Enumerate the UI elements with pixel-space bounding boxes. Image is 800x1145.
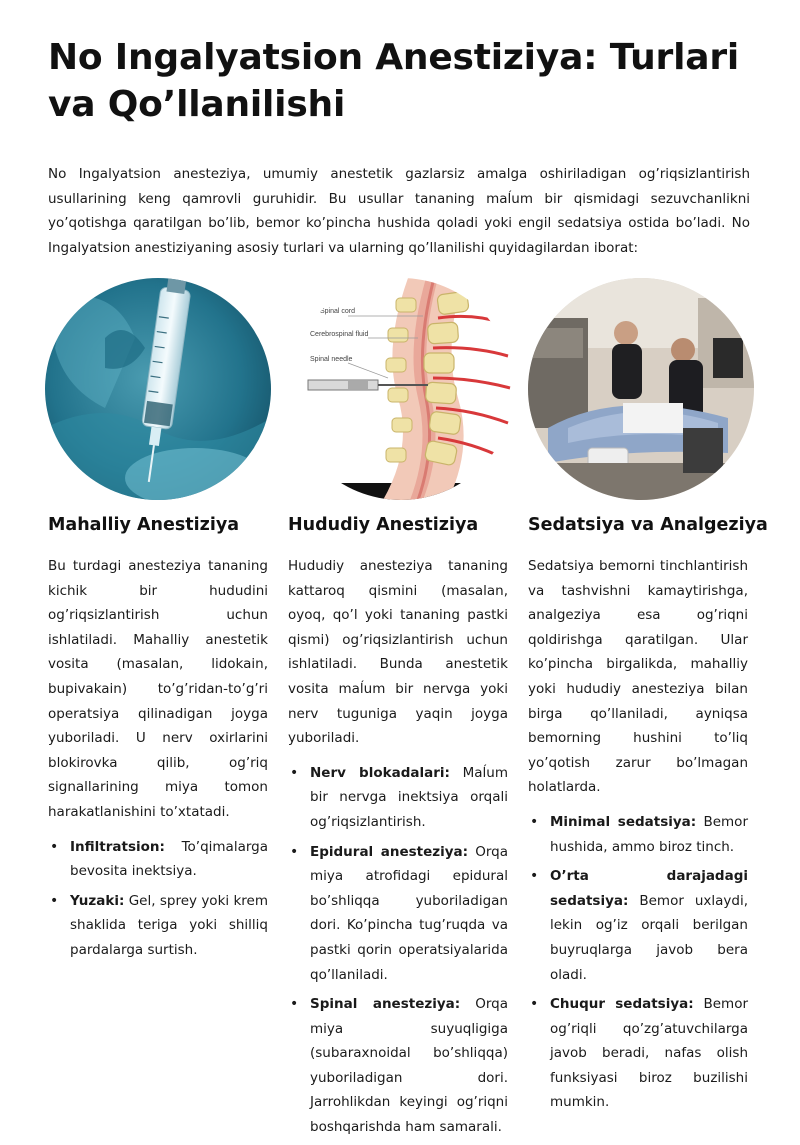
operating-room-photo — [528, 278, 754, 500]
section-regional-anesthesia — [288, 512, 508, 1145]
bullet-dot-icon: • — [290, 764, 299, 781]
bullet-list — [288, 761, 508, 1140]
list-item-text: Orqa miya suyuqligiga (subaraxnoidal bo’shliqqa) yuboriladigan dori. Jarrohlikdan keyingi og’riqni boshqarishda ham samarali. — [310, 996, 508, 1136]
spine-diagram — [288, 278, 514, 500]
list-item — [528, 992, 748, 1115]
syringe-illustration — [45, 278, 271, 500]
intro-paragraph: No Ingalyatsion anesteziya, umumiy anestetik gazlarsiz amalga oshiriladigan og’riqsizlantirish usullarining keng qamrovli guruhidir. Bu usullar tananing maĺum bir qismidagi sezuvchanlikni yo’qotishga qaratilgan bo’lib, bemor ko’pincha hushida qoladi yoki engil sedatsiya ostida bo’ladi. No Ingalyatsion anestiziyaning asosiy turlari va ularning qo’llanilishi quyidagilardan iborat: — [48, 166, 750, 256]
bullet-dot-icon: • — [50, 892, 59, 909]
list-item — [288, 992, 508, 1140]
list-item-label: Chuqur sedatsiya: — [550, 996, 694, 1013]
bullet-dot-icon: • — [290, 996, 299, 1013]
section-heading: Hududiy Anestiziya — [288, 515, 479, 535]
list-item-text: Bemor hushida, ammo biroz tinch. — [550, 813, 748, 855]
spine-label-cord: Spinal cord — [320, 308, 356, 315]
bullet-dot-icon: • — [530, 996, 539, 1013]
list-item — [48, 889, 268, 963]
list-item-text: To’qimalarga bevosita inektsiya. — [70, 838, 268, 880]
procedure-room-illustration — [528, 278, 754, 500]
section-body: Bu turdagi anesteziya tananing kichik bir hududini og’riqsizlantirish uchun ishlatiladi. Mahalliy anestetik vosita (masalan, lidokain, bupivakain) to’g’ridan-to’g’ri operatsiya qilinadigan joyga yuboriladi. U nerv oxirlarini blokirovka qilib, og’riq signallarining miya tomon harakatlanishini to’xtatadi. — [48, 558, 268, 820]
list-item-text: Orqa miya atrofidagi epidural bo’shliqqa yuboriladigan dori. Ko’pincha tug’ruqda va pastki qorin operatsiyalarida qo’llaniladi. — [310, 843, 508, 983]
bullet-list — [48, 835, 268, 963]
list-item-text: Bemor og’riqli qo’zg’atuvchilarga javob beradi, nafas olish funksiyasi biroz buzilishi mumkin. — [550, 996, 748, 1111]
list-item-label: O’rta darajadagi sedatsiya: — [550, 868, 748, 909]
list-item — [48, 835, 268, 884]
bullet-dot-icon: • — [290, 843, 299, 860]
section-heading: Sedatsiya va Analgeziya — [528, 515, 768, 535]
bullet-dot-icon: • — [530, 813, 539, 830]
section-body: Hududiy anesteziya tananing kattaroq qismini (masalan, oyoq, qo’l yoki tananing pastki qismi) og’riqsizlantirish uchun ishlatiladi. Bunda anestetik vosita maĺum bir nervga yoki nerv tuguniga yaqin joyga yuboriladi. — [288, 558, 508, 747]
list-item-label: Yuzaki: — [70, 892, 125, 909]
syringe-photo — [45, 278, 271, 500]
section-sedation-analgesia — [528, 512, 768, 1120]
section-heading: Mahalliy Anestiziya — [48, 515, 240, 535]
list-item — [528, 864, 748, 987]
list-item — [528, 810, 748, 859]
list-item-text: Gel, sprey yoki krem shaklida teriga yoki shilliq pardalarga surtish. — [70, 892, 268, 958]
page-title: No Ingalyatsion Anestiziya: Turlari va Qo’llanilishi — [48, 37, 740, 125]
list-item — [288, 840, 508, 988]
list-item-label: Infiltratsion: — [70, 838, 165, 855]
spine-label-fluid: Cerebrospinal fluid — [310, 331, 369, 338]
list-item-label: Nerv blokadalari: — [310, 764, 450, 781]
list-item-label: Epidural anesteziya: — [310, 843, 469, 860]
section-body: Sedatsiya bemorni tinchlantirish va tashvishni kamaytirishga, analgeziya esa og’riqni qoldirishga qaratilgan. Ular ko’pincha birgalikda, mahalliy yoki hududiy anesteziya bilan birga qo’llaniladi, ayniqsa bemorning hushini to’liq yo’qotish zarur bo’lmagan holatlarda. — [528, 558, 748, 796]
bullet-dot-icon: • — [50, 838, 59, 855]
list-item — [288, 761, 508, 835]
spine-label-needle: Spinal needle — [310, 356, 353, 363]
bullet-dot-icon: • — [530, 868, 539, 885]
list-item-text: Bemor uxlaydi, lekin og’iz orqali berilgan buyruqlarga javob bera oladi. — [550, 892, 748, 983]
section-local-anesthesia — [48, 512, 268, 968]
list-item-text: Maĺum bir nervga inektsiya orqali og’riqsizlantirish. — [310, 764, 508, 830]
bullet-list — [528, 810, 748, 1115]
list-item-label: Spinal anesteziya: — [310, 996, 461, 1013]
list-item-label: Minimal sedatsiya: — [550, 813, 697, 830]
